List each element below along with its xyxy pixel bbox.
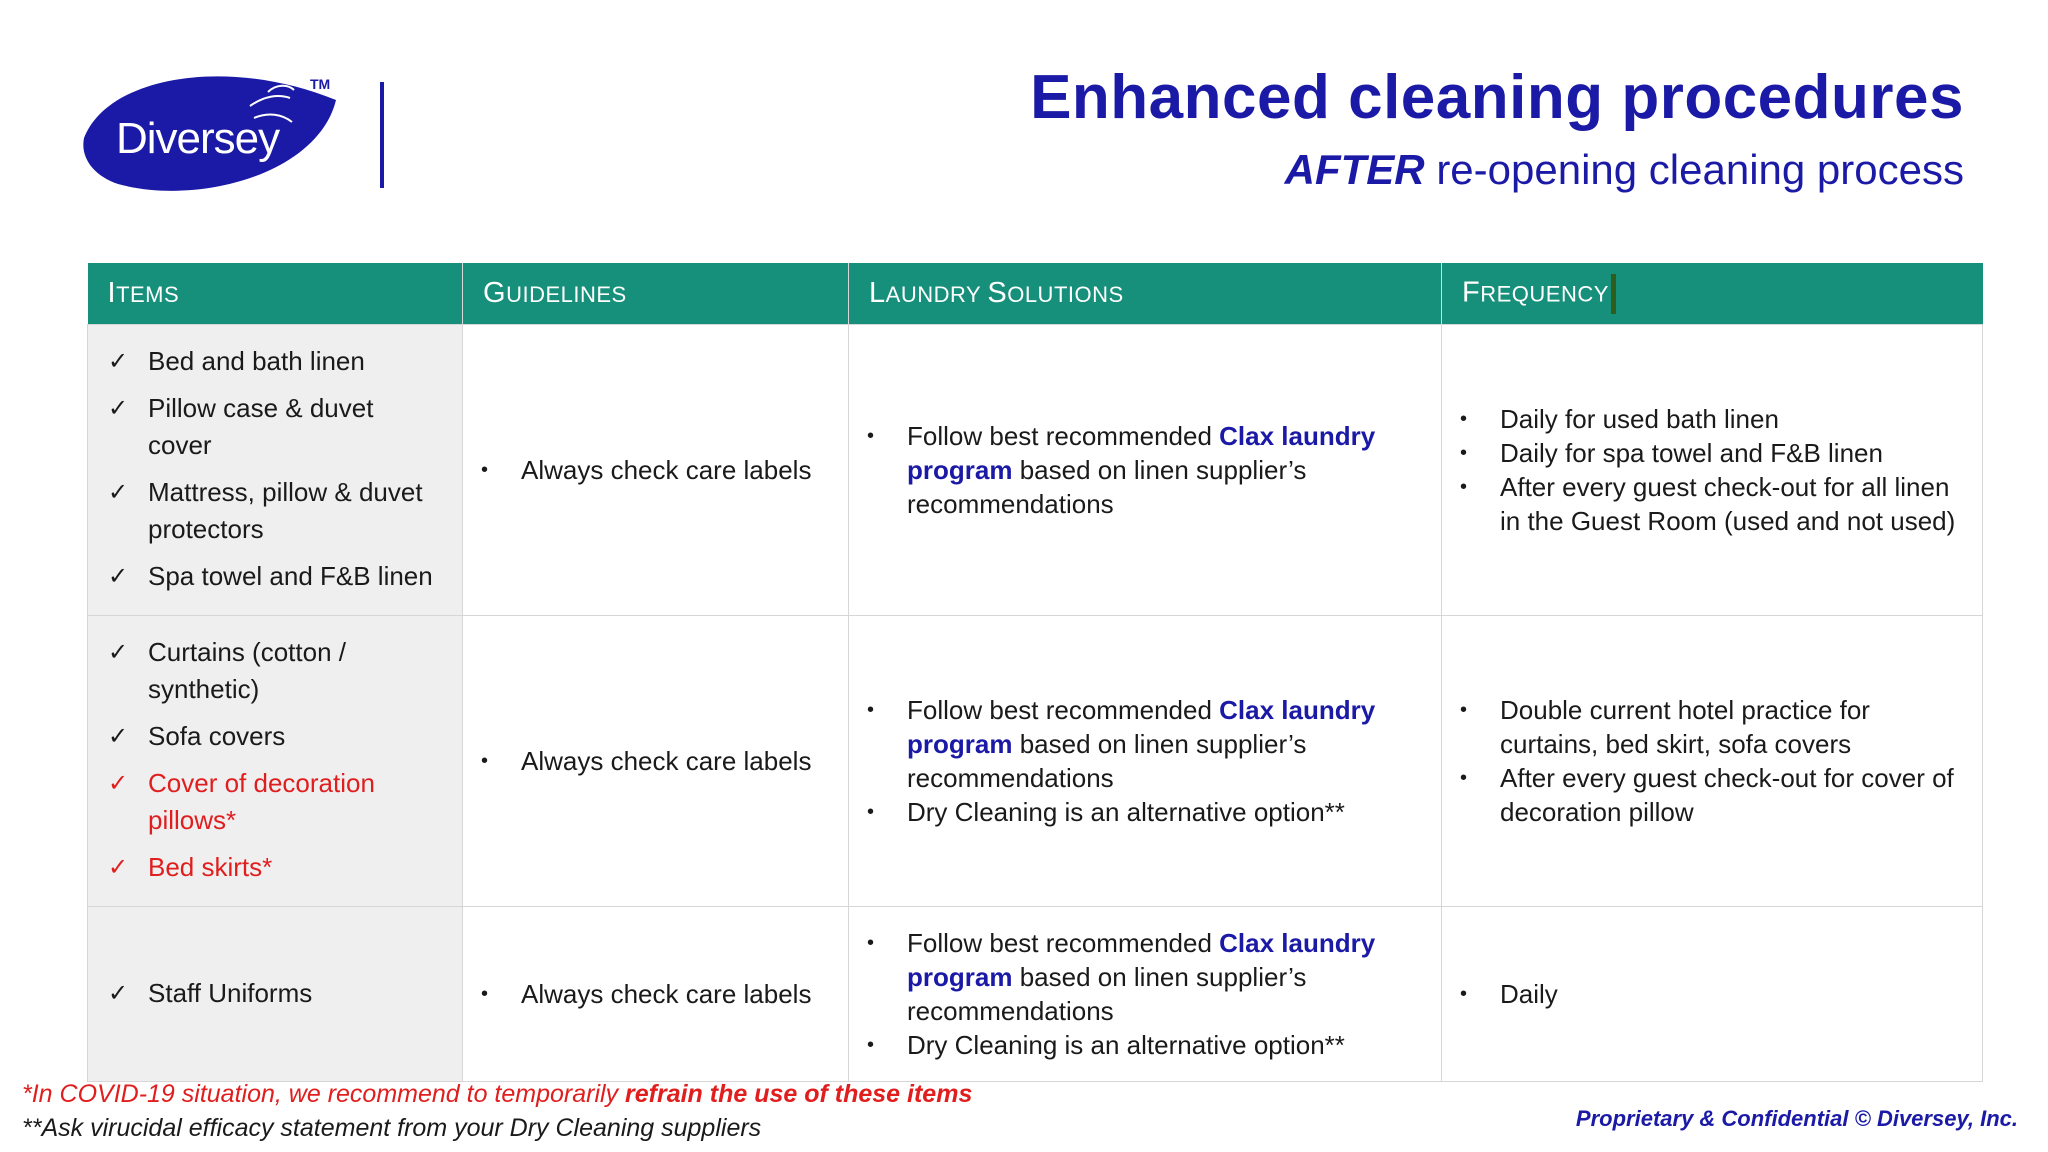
list-item: [106, 390, 444, 464]
header-guidelines-initial: G: [483, 277, 507, 309]
table-row: [88, 907, 1983, 1082]
logo-divider: [380, 82, 384, 188]
check-icon: ✓: [108, 348, 129, 375]
header-laundry-rest: AUNDRY: [885, 282, 988, 307]
frequency-list: [1460, 693, 1964, 829]
item-text: Curtains (cotton / synthetic): [148, 637, 346, 704]
list-item: [867, 795, 1423, 829]
header-guidelines: [463, 263, 849, 325]
list-item: [481, 744, 830, 778]
laundry-list: [867, 419, 1423, 521]
frequency-text: Double current hotel practice for curtains, bed skirt, sofa covers: [1500, 695, 1870, 759]
clax-program-highlight: Clax laundry program: [907, 421, 1376, 485]
clax-program-highlight: Clax laundry program: [907, 695, 1376, 759]
check-icon: ✓: [108, 639, 129, 666]
list-item: [106, 558, 444, 595]
item-text: Sofa covers: [148, 721, 286, 751]
list-item: [106, 343, 444, 380]
laundry-list: [867, 693, 1423, 829]
bullet-icon: •: [1460, 442, 1468, 464]
items-cell: [88, 907, 463, 1082]
guidelines-cell: [463, 907, 849, 1082]
header-items-initial: I: [107, 277, 117, 309]
bullet-icon: •: [1460, 408, 1468, 430]
check-icon: ✓: [108, 395, 129, 422]
table-row: [88, 325, 1983, 616]
list-item: [106, 474, 444, 548]
list-item: [106, 975, 444, 1012]
bullet-icon: •: [481, 750, 489, 772]
check-icon: ✓: [108, 723, 129, 750]
item-text: Mattress, pillow & duvet protectors: [148, 477, 423, 544]
page-title: Enhanced cleaning procedures: [1030, 63, 1964, 132]
guideline-text: Always check care labels: [521, 455, 812, 485]
items-list: [106, 634, 444, 886]
list-item: [867, 693, 1423, 795]
frequency-cell: [1442, 907, 1983, 1082]
items-list: [106, 343, 444, 595]
laundry-cell: [849, 616, 1442, 907]
header-frequency: [1442, 263, 1983, 325]
header-guidelines-rest: UIDELINES: [506, 282, 627, 307]
list-item: [867, 926, 1423, 1028]
check-icon: ✓: [108, 979, 129, 1007]
laundry-text: Dry Cleaning is an alternative option**: [907, 1030, 1345, 1060]
bullet-icon: •: [1460, 699, 1468, 721]
header-items-rest: TEMS: [116, 282, 180, 307]
laundry-text: Follow best recommended: [907, 421, 1220, 451]
frequency-text: After every guest check-out for all linen in the Guest Room (used and not used): [1500, 472, 1956, 536]
guidelines-list: [481, 453, 830, 487]
guideline-text: Always check care labels: [521, 746, 812, 776]
item-text: Bed and bath linen: [148, 346, 365, 376]
frequency-cell: [1442, 325, 1983, 616]
bullet-icon: •: [1460, 767, 1468, 789]
frequency-text: Daily for used bath linen: [1500, 404, 1779, 434]
guideline-text: Always check care labels: [521, 979, 812, 1009]
footnote-covid-emphasis: refrain the use of these items: [625, 1080, 973, 1108]
guidelines-cell: [463, 616, 849, 907]
footnote-covid-text: *In COVID-19 situation, we recommend to temporarily: [22, 1080, 626, 1108]
frequency-list: [1460, 402, 1964, 538]
frequency-cell: [1442, 616, 1983, 907]
bullet-icon: •: [867, 932, 875, 954]
laundry-cell: [849, 325, 1442, 616]
check-icon: ✓: [108, 854, 129, 881]
table-header-row: [88, 263, 1983, 325]
list-item: [106, 765, 444, 839]
check-icon: ✓: [108, 563, 129, 590]
bullet-icon: •: [1460, 476, 1468, 498]
clax-program-highlight: Clax laundry program: [907, 928, 1376, 992]
laundry-text: based on linen supplier’s recommendations: [907, 455, 1307, 519]
item-text: Cover of decoration pillows*: [148, 768, 375, 835]
header-frequency-rest: REQUENCY: [1480, 281, 1609, 307]
item-text: Staff Uniforms: [148, 977, 313, 1008]
item-text: Spa towel and F&B linen: [148, 561, 433, 591]
laundry-text: Dry Cleaning is an alternative option**: [907, 797, 1345, 827]
guidelines-list: [481, 977, 830, 1011]
bullet-icon: •: [867, 699, 875, 721]
frequency-text: Daily for spa towel and F&B linen: [1500, 438, 1883, 468]
list-item: [867, 419, 1423, 521]
list-item: [1460, 402, 1964, 436]
header-frequency-initial: F: [1462, 276, 1481, 309]
list-item: [106, 718, 444, 755]
list-item: [481, 977, 830, 1011]
list-item: [481, 453, 830, 487]
cleaning-table: [87, 263, 1983, 1082]
laundry-text: Follow best recommended: [907, 695, 1220, 725]
bullet-icon: •: [481, 983, 489, 1005]
logo-text: Diversey: [116, 114, 280, 163]
list-item: [106, 634, 444, 708]
bullet-icon: •: [867, 801, 875, 823]
text-cursor: [1611, 274, 1616, 314]
laundry-cell: [849, 907, 1442, 1082]
bullet-icon: •: [1460, 983, 1468, 1005]
laundry-text: based on linen supplier’s recommendations: [907, 729, 1307, 793]
bullet-icon: •: [867, 425, 875, 447]
footnote-dry-cleaning: **Ask virucidal efficacy statement from your Dry Cleaning suppliers: [22, 1114, 762, 1142]
header-laundry-initial: L: [869, 277, 886, 309]
list-item: [867, 1028, 1423, 1062]
bullet-icon: •: [867, 1034, 875, 1056]
laundry-text: based on linen supplier’s recommendations: [907, 962, 1307, 1026]
table-row: [88, 616, 1983, 907]
header-solutions-rest: OLUTIONS: [1007, 282, 1124, 307]
item-text: Bed skirts*: [148, 852, 273, 882]
items-list: [106, 975, 444, 1012]
list-item: [1460, 693, 1964, 761]
item-text: Pillow case & duvet cover: [148, 393, 374, 460]
header-solutions-initial: S: [987, 277, 1008, 309]
list-item: [1460, 436, 1964, 470]
frequency-list: [1460, 977, 1964, 1011]
items-cell: [88, 325, 463, 616]
subtitle-emphasis: AFTER: [1284, 146, 1425, 193]
copyright-notice: Proprietary & Confidential © Diversey, Inc.: [1575, 1106, 2018, 1131]
bullet-icon: •: [481, 459, 489, 481]
page-subtitle: [1285, 146, 1964, 194]
diversey-logo: [78, 66, 348, 200]
guidelines-list: [481, 744, 830, 778]
trademark-mark: TM: [310, 76, 331, 92]
list-item: [1460, 977, 1964, 1011]
items-cell: [88, 616, 463, 907]
laundry-list: [867, 926, 1423, 1062]
guidelines-cell: [463, 325, 849, 616]
laundry-text: Follow best recommended: [907, 928, 1220, 958]
subtitle-text: re-opening cleaning process: [1424, 146, 1964, 193]
list-item: [106, 849, 444, 886]
check-icon: ✓: [108, 770, 129, 797]
frequency-text: Daily: [1500, 979, 1558, 1009]
footnote-covid: [22, 1080, 972, 1109]
list-item: [1460, 470, 1964, 538]
frequency-text: After every guest check-out for cover of decoration pillow: [1500, 763, 1954, 827]
header-laundry-solutions: [849, 263, 1442, 325]
list-item: [1460, 761, 1964, 829]
header-items: [88, 263, 463, 325]
check-icon: ✓: [108, 479, 129, 506]
